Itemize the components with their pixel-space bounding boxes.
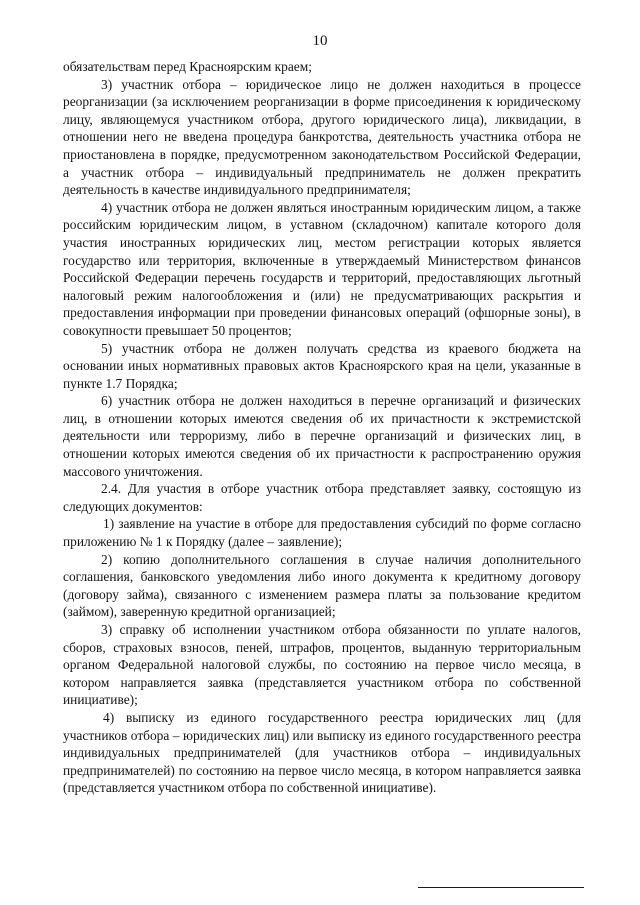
paragraph-item-4: 4) участник отбора не должен являться иностранным юридическим лицом, а также российским юридическим лицом, в уставном (складочном) капитале которого доля участия иностранных юридических лиц, местом регистрации которых является государство или территория, включенные в утверждаемый Министерством финансов Российской Федерации перечень государств и территорий, предоставляющих льготный налоговый режим налогообложения и (или) не предусматривающих раскрытия и предоставления информации при проведении финансовых операций (офшорные зоны), в совокупности превышает 50 процентов; — [63, 199, 581, 338]
page-number: 10 — [312, 33, 328, 49]
paragraph-doc-1: 1) заявление на участие в отборе для предоставления субсидий по форме согласно приложению № 1 к Порядку (далее – заявление); — [63, 516, 581, 550]
footer-rule — [418, 887, 584, 888]
paragraph-item-5: 5) участник отбора не должен получать средства из краевого бюджета на основании иных нормативных правовых актов Красноярского края на цели, указанные в пункте 1.7 Порядка; — [63, 340, 581, 391]
paragraph-section-2-4: 2.4. Для участия в отборе участник отбора представляет заявку, состоящую из следующих документов: — [63, 481, 581, 514]
paragraph-doc-2: 2) копию дополнительного соглашения в случае наличия дополнительного соглашения, банковского уведомления либо иного документа к кредитному договору (договору займа), связанного с изменением размера платы за пользование кредитом (займом), заверенную кредитной организацией; — [63, 551, 581, 620]
paragraph-item-3: 3) участник отбора – юридическое лицо не должен находиться в процессе реорганизации (за исключением реорганизации в форме присоединения к юридическому лицу, являющемуся участником отбора, другого юридического лица), ликвидации, в отношении него не введена процедура банкротства, деятельность участника отбора не приостановлена в порядке, предусмотренном законодательством Российской Федерации, а участник отбора – индивидуальный предприниматель не должен прекратить деятельность в качестве индивидуального предпринимателя; — [63, 76, 581, 198]
paragraph-doc-4: 4) выписку из единого государственного реестра юридических лиц (для участников отбора – юридических лиц) или выписку из единого государственного реестра индивидуальных предпринимателей (для участников отбора – индивидуальных предпринимателей) по состоянию на первое число месяца, в котором направляется заявка (представляется участником отбора по собственной инициативе). — [63, 709, 581, 796]
paragraph-continuation: обязательствам перед Красноярским краем; — [63, 59, 312, 74]
paragraph-doc-3: 3) справку об исполнении участником отбора обязанности по уплате налогов, сборов, страховых взносов, пеней, штрафов, процентов, выданную территориальным органом Федеральной налоговой службы, по состоянию на первое число месяца, в котором направляется заявка (представляется участником отбора по собственной инициативе); — [63, 622, 581, 708]
document-body — [63, 58, 581, 797]
paragraph-item-6: 6) участник отбора не должен находиться в перечне организаций и физических лиц, в отношении которых имеются сведения об их причастности к экстремистской деятельности или терроризму, либо в перечне организаций и физических лиц, в отношении которых имеются сведения об их причастности к распространению оружия массового уничтожения. — [63, 393, 581, 479]
